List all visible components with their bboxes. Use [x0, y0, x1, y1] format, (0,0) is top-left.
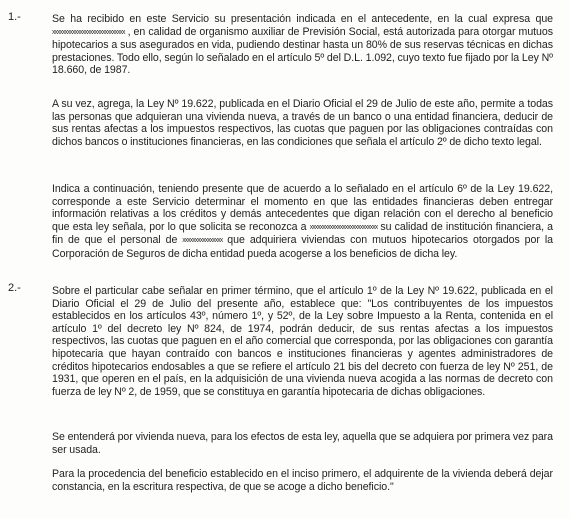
- paragraph-1-2-text: A su vez, agrega, la Ley Nº 19.622, publicada en el Diario Oficial el 29 de Julio de este año, permite a todas las personas que adquieran una vivienda nueva, a través de un banco o una entidad financiera, deducir de sus rentas afectas a los impuestos respectivos, las cuotas que paguen por las obligaciones contraídas con dichos bancos o instituciones financieras, en las condiciones que señala el artículo 2º de dicho texto legal.: [52, 98, 553, 148]
- paragraph-1-2: [52, 98, 553, 148]
- paragraph-1-3-text-a: Indica a continuación, teniendo presente que de acuerdo a lo señalado en el artículo 6º de la Ley 19.622, corresponde a este Servicio determinar el momento en que las entidades financieras deben entregar información relativas a los créditos y demás antecedentes que digan relación con el derecho al beneficio que esta ley señala, por lo que solicita se reconozca a: [52, 183, 553, 233]
- paragraph-2-1: [52, 285, 553, 398]
- redacted-entity-3: xxxxxxxxxxxxxxxx: [182, 237, 223, 245]
- redacted-entity: xxxxxxxxxxxxxxxxxxxxxxxxxxxxx: [52, 28, 125, 36]
- paragraph-1-1: [52, 13, 553, 77]
- paragraph-1-3-text-c: que adquiriera viviendas con mutuos hipotecarios otorgados por la Corporación de Seguros de dicha entidad pueda acogerse a los beneficios de dicha ley.: [52, 234, 553, 260]
- paragraph-2-3: [52, 468, 553, 493]
- paragraph-2-1-text: Sobre el particular cabe señalar en primer término, que el artículo 1º de la Ley Nº 19.622, publicada en el Diario Oficial el 29 de Julio del presente año, establece que: "Los contribuyentes de los impuestos establecidos en los artículos 43º, número 1º, y 52º, de la Ley sobre Impuesto a la Renta, contenida en el artículo 1º del decreto ley Nº 824, de 1974, podrán deducir, de sus rentas afectas a los impuestos respectivos, las cuotas que paguen en el año comercial que corresponda, por las obligaciones con garantía hipotecaria que hayan contraído con bancos e instituciones financieras y agentes administradores de créditos hipotecarios endosables a que se refiere el artículo 21 bis del decreto con fuerza de ley Nº 251, de 1931, que operen en el país, en la adquisición de una vivienda nueva acogida a las normas de decreto con fuerza de ley Nº 2, de 1959, que se constituya en garantía hipotecaria de dichas obligaciones.: [52, 285, 553, 398]
- section-number-2: 2.-: [8, 282, 21, 294]
- paragraph-1-1-text-b: , en calidad de organismo auxiliar de Previsión Social, está autorizada para otorgar mutuos hipotecarios a sus asegurados en vida, pudiendo destinar hasta un 80% de sus reservas técnicas en dichas prestaciones. Todo ello, según lo señalado en el artículo 5º del D.L. 1.092, cuyo texto fue fijado por la Ley Nº 18.660, de 1987.: [52, 25, 553, 77]
- paragraph-2-2: [52, 431, 553, 456]
- section-number-1: 1.-: [8, 11, 21, 23]
- redacted-entity-2: xxxxxxxxxxxxxxxxxxxxxxxxxxx: [309, 223, 378, 231]
- paragraph-2-3-text: Para la procedencia del beneficio establecido en el inciso primero, el adquirente de la vivienda deberá dejar constancia, en la escritura respectiva, de que se acoge a dicho beneficio.": [52, 468, 553, 493]
- paragraph-1-1-text-a: Se ha recibido en este Servicio su presentación indicada en el antecedente, en la cual expresa que: [52, 13, 553, 25]
- paragraph-2-2-text: Se entenderá por vivienda nueva, para los efectos de esta ley, aquella que se adquiera por primera vez para ser usada.: [52, 431, 553, 456]
- paragraph-1-3: [52, 183, 553, 261]
- paragraph-1-3-text-b: su calidad de institución financiera, a fin de que el personal de: [52, 220, 553, 247]
